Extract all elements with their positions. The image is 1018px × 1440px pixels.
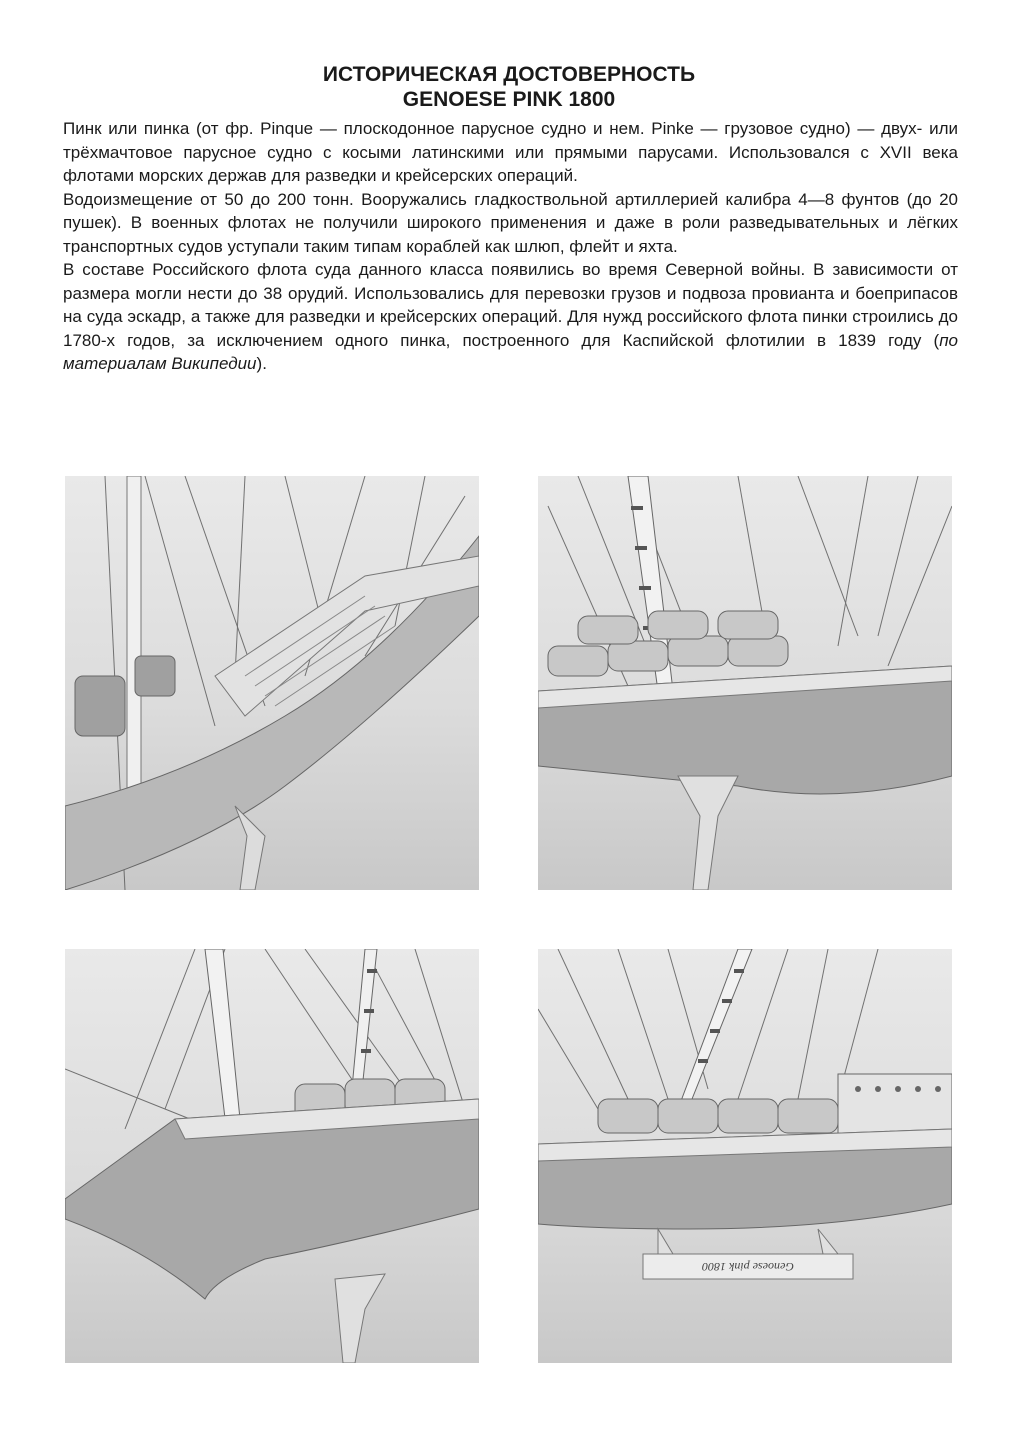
article-text <box>63 117 958 376</box>
photo-bow-side <box>65 949 479 1363</box>
ship-model-stern-illustration <box>65 476 479 890</box>
paragraph-2-end: ). <box>256 354 267 373</box>
ship-model-bow-illustration <box>538 476 952 890</box>
ship-model-side-illustration <box>538 949 952 1363</box>
photo-stern-deck <box>65 476 479 890</box>
photo-side-stand <box>538 949 952 1363</box>
paragraph-2-text: В составе Российского флота суда данного класса появились во время Северной войны. В зависимости от размера могли нести до 38 орудий. Использовались для перевозки грузов и подвоза провианта и боеприпасов на суда эскадр, а также для разведки и крейсерских операций. Для нужд российского флота пинки строились до 1780-х годов, за исключением одного пинка, построенного для Каспийской флотилии в 1839 году ( <box>63 260 958 350</box>
paragraph-1b: Водоизмещение от 50 до 200 тонн. Вооружались гладкоствольной артиллерией калибра 4—8 фунтов (до 20 пушек). В военных флотах не получили широкого применения и даже в роли разведывательных и лёгких транспортных судов уступали таким типам кораблей как шлюп, флейт и яхта. <box>63 189 958 256</box>
photo-bow-barrels <box>538 476 952 890</box>
title-line-1: ИСТОРИЧЕСКАЯ ДОСТОВЕРНОСТЬ <box>322 63 696 86</box>
ship-model-bowsprit-illustration <box>65 949 479 1363</box>
source-note: по материалам Википедии <box>63 330 958 373</box>
page-title <box>0 62 1018 112</box>
paragraph-1a: Пинк или пинка (от фр. Pinque — плоскодонное парусное судно и нем. Pinke — грузовое судно) — двух- или трёхмачтовое парусное судно с косыми латинскими или прямыми парусами. Использовался с XVII века флотами морских держав для разведки и крейсерских операций. <box>63 119 958 185</box>
title-line-2: GENOESE PINK 1800 <box>402 88 616 111</box>
stand-label: Genoese pink 1800 <box>702 1260 794 1274</box>
paragraph-2 <box>63 258 958 376</box>
